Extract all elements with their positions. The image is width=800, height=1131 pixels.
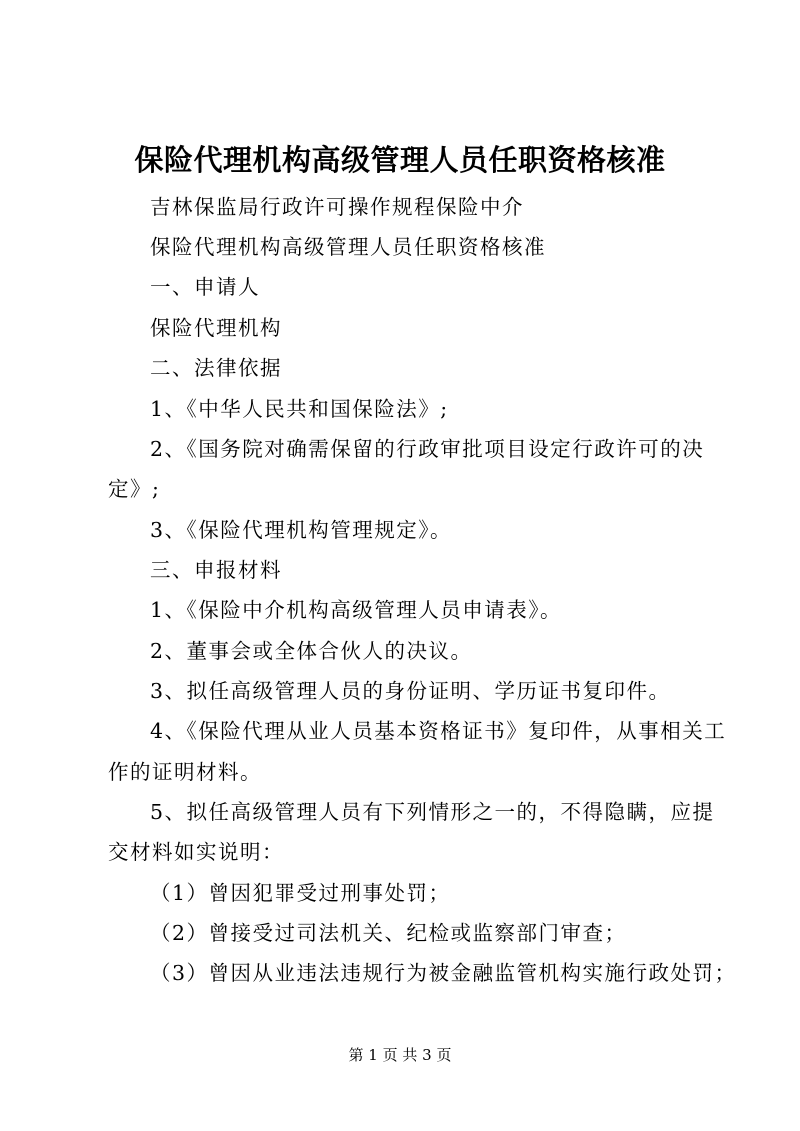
list-item-material-1: 1、《保险中介机构高级管理人员申请表》。 bbox=[150, 598, 563, 622]
document-title: 保险代理机构高级管理人员任职资格核准 bbox=[134, 143, 666, 177]
list-item-law-3: 3、《保险代理机构管理规定》。 bbox=[150, 518, 453, 542]
list-item-law-2-continued: 定》; bbox=[108, 477, 161, 501]
list-item-material-4: 4、《保险代理从业人员基本资格证书》复印件，从事相关工 bbox=[150, 719, 727, 743]
sub-item-2: （2）曾接受过司法机关、纪检或监察部门审查； bbox=[150, 921, 627, 945]
list-item-law-1: 1、《中华人民共和国保险法》; bbox=[150, 397, 449, 421]
list-item-material-4-continued: 作的证明材料。 bbox=[108, 760, 262, 784]
section-heading-materials: 三、申报材料 bbox=[150, 558, 282, 582]
list-item-law-2: 2、《国务院对确需保留的行政审批项目设定行政许可的决 bbox=[150, 437, 705, 461]
list-item-material-3: 3、拟任高级管理人员的身份证明、学历证书复印件。 bbox=[150, 679, 671, 703]
section-heading-legal-basis: 二、法律依据 bbox=[150, 356, 282, 380]
body-line-subtitle: 吉林保监局行政许可操作规程保险中介 bbox=[150, 195, 524, 219]
section-heading-applicant: 一、申请人 bbox=[150, 275, 260, 299]
list-item-material-2: 2、董事会或全体合伙人的决议。 bbox=[150, 639, 473, 663]
sub-item-3: （3）曾因从业违法违规行为被金融监管机构实施行政处罚； bbox=[150, 961, 737, 985]
page-number-footer: 第 1 页 共 3 页 bbox=[348, 1046, 452, 1064]
list-item-material-5-continued: 交材料如实说明： bbox=[108, 840, 284, 864]
body-line-heading: 保险代理机构高级管理人员任职资格核准 bbox=[150, 235, 546, 259]
body-line-applicant: 保险代理机构 bbox=[150, 316, 282, 340]
sub-item-1: （1）曾因犯罪受过刑事处罚； bbox=[150, 881, 451, 905]
list-item-material-5: 5、拟任高级管理人员有下列情形之一的，不得隐瞒，应提 bbox=[150, 800, 715, 824]
